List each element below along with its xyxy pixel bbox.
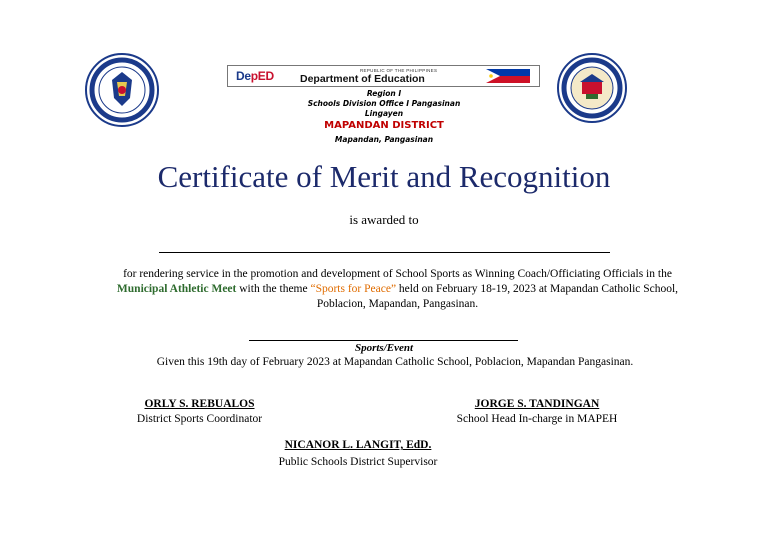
theme-text: “Sports for Peace”	[310, 283, 397, 295]
deped-banner	[227, 65, 540, 87]
deped-logo: DepED	[236, 69, 274, 83]
signatory-2-name: JORGE S. TANDINGAN	[474, 398, 600, 410]
signatory-1-role: District Sports Coordinator	[136, 413, 263, 425]
sports-event-label: Sports/Event	[354, 342, 414, 354]
recipient-name-line	[159, 252, 610, 253]
signatory-3-role: Public Schools District Supervisor	[278, 456, 438, 468]
sports-event-line	[249, 340, 518, 341]
certificate-title: Certificate of Merit and Recognition	[157, 159, 611, 194]
body-part-3: held on February 18-19, 2023 at Mapandan Catholic School, Poblacion, Mapandan, Pangasinan.	[316, 283, 679, 310]
body-part-2: with the theme	[239, 283, 308, 295]
signatory-3-name: NICANOR L. LANGIT, EdD.	[284, 439, 432, 451]
philippine-flag-icon	[486, 69, 530, 83]
event-name: Municipal Athletic Meet	[116, 283, 237, 295]
awarded-to-label: is awarded to	[349, 212, 419, 227]
signatory-2-role: School Head In-charge in MAPEH	[456, 413, 618, 425]
location-label: Mapandan, Pangasinan	[334, 135, 434, 144]
given-statement: Given this 19th day of February 2023 at Mapandan Catholic School, Poblacion, Mapandan Pangasinan.	[156, 356, 634, 368]
region-label: Region I	[366, 89, 402, 98]
signatory-1-name: ORLY S. REBUALOS	[144, 398, 255, 410]
city-label: Lingayen	[364, 109, 404, 118]
district-label: MAPANDAN DISTRICT	[324, 120, 444, 131]
certificate-body	[110, 267, 685, 312]
division-label: Schools Division Office I Pangasinan	[307, 99, 461, 108]
republic-label: REPUBLIC OF THE PHILIPPINES	[360, 68, 438, 73]
body-part-1: for rendering service in the promotion and development of School Sports as Winning Coach/Officiating Officials in the	[123, 268, 672, 280]
department-label: Department of Education	[300, 73, 425, 85]
